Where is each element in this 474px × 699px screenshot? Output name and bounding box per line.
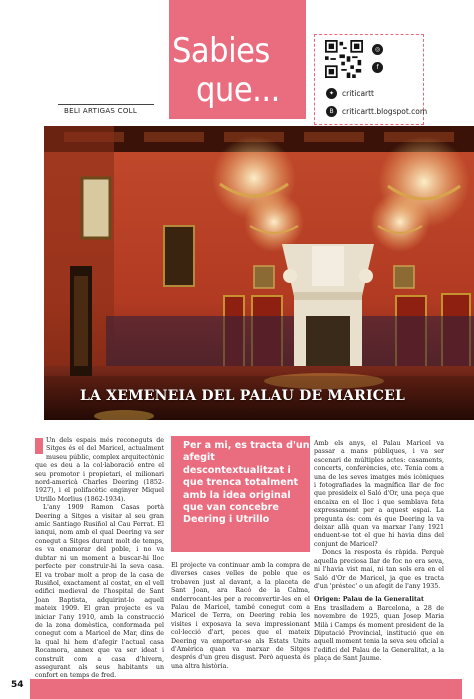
blog-row[interactable] (326, 106, 427, 117)
col2-paragraph-1: El projecte va continuar amb la compra de diverses cases velles de poble que es trobaven just al davant, a la placeta de Sant Joan, ara Racó de la Calma, enderrocant-les per a reconvertir-les en el Palau de Maricel, també conegut com a Maricel de Terra, on Deering rebia les visites i exposava la seva impressionant col·lecció d'art, peces que el mateix Deering va emportar-se als Estats Units d'Amèrica quan va marxar de Sitges després d'un greu disgust. Però aquesta és una altra història. (171, 562, 310, 670)
article-column-1 (35, 437, 164, 681)
article-column-3 (314, 440, 444, 664)
section-subhead: Origen: Palau de la Generalitat (314, 596, 424, 604)
col1-paragraph-2: L'any 1909 Ramon Casas portà Deering a Sitges a visitar al seu gran amic Santiago Rusiñol al Cau Ferrat. El ianqui, nom amb el qual Deering va ser conegut a Sitges durant molt de temps, es va enamorar del poble, i no va dubtar ni un moment a buscar-hi lloc perfecte per construir-hi la seva casa. El va trobar molt a prop de la casa de Rusiñol, exactament al costat, en el vell edifici medieval de l'hospital de Sant Joan Baptista, adquirint-lo aquell mateix 1909. El gran projecte es va iniciar l'any 1910, amb la construcció de la zona domèstica, conformada pel conegut com a Maricel de Mar, dins de la qual hi hem d'afegir l'actual casa Rocamora, annex que va ser ideat i construït com a casa d'hivern, assegurant als seus habitants un confort en temps de fred. (35, 504, 164, 680)
page-number: 54 (11, 680, 24, 690)
twitter-handle: criticartt (342, 89, 374, 98)
instagram-row[interactable] (372, 44, 388, 55)
title-line-1: Sabies (172, 31, 270, 71)
blog-url: criticartt.blogspot.com (342, 107, 428, 116)
footer-bar (30, 679, 462, 699)
author-name: BELI ARTIGAS COLL (64, 107, 138, 115)
col3-paragraph-3: Ens traslladem a Barcelona, a 28 de novembre de 1925, quan Josep Maria Milà i Camps és moment president de la Diputació Provincial, institució que en aquell moment tenia la seva seu oficial a l'edifici del Palau de la Generalitat, a la plaça de Sant Jaume. (314, 604, 444, 663)
article-column-2 (171, 562, 310, 671)
title-line-2: que... (196, 70, 280, 110)
col3-paragraph-1: Amb els anys, el Palau Maricel va passar a mans públiques, i va ser escenari de múltiples actes: casaments, concerts, conferències, etc. Tenia com a una de les seves imatges més icòniques i fotografiades la magnífica llar de foc que presideix el Saló d'Or, una peça que encaixa en el lloc i que semblava feta expressament per a aquest espai. La pregunta és: com és que Deering la va deixar allà quan va marxar l'any 1921 enduent-se tot el que hi havia dins del conjunt de Maricel? (314, 440, 444, 548)
photo-caption: LA XEMENEIA DEL PALAU DE MARICEL (80, 388, 406, 404)
author-divider (58, 104, 154, 105)
twitter-row[interactable] (326, 88, 374, 99)
pull-quote: Per a mi, es tracta d'un afegit descontextualitzat i que trenca totalment amb la idea original que van concebre Deering i Utrillo (183, 440, 310, 526)
page-title (172, 32, 280, 110)
col3-paragraph-2: Doncs la resposta és ràpida. Perquè aquella preciosa llar de foc no era seva, ni l'havia vist mai, ni tan sols era en el Saló d'Or de Maricel, ja que es tracta d'un 'préstec' o un afegit de l'any 1935. (314, 549, 444, 590)
palau-maricel-photo (44, 126, 474, 420)
instagram-icon: ◎ (372, 44, 383, 55)
twitter-icon: ✦ (326, 88, 337, 99)
qr-code-icon[interactable] (325, 40, 363, 78)
col1-paragraph-1: Un dels espais més reconeguts de Sitges és el del Maricel, actualment museu públic, complex arquitectònic que es deu a la col·laboració entre el seu promotor i propietari, el milionari nord-americà Charles Deering (1852-1927), i el polifacètic enginyer Miquel Utrillo Morlius (1862-1934). (35, 437, 164, 503)
blogger-icon: B (326, 106, 337, 117)
drop-cap-marker (35, 438, 43, 454)
facebook-icon: f (372, 62, 383, 73)
facebook-row[interactable] (372, 62, 388, 73)
